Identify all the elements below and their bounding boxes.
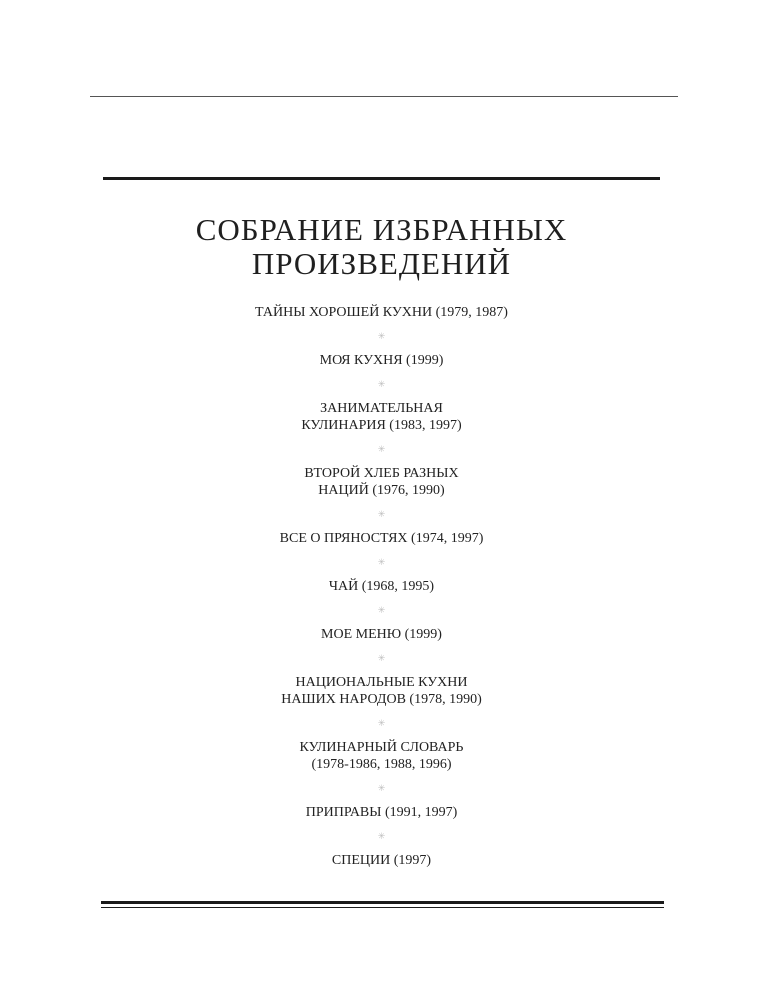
snowflake-ornament-icon: ✳	[377, 557, 386, 567]
snowflake-ornament-icon: ✳	[377, 379, 386, 389]
list-item-line: НАЦИОНАЛЬНЫЕ КУХНИ	[295, 675, 468, 690]
snowflake-ornament-icon: ✳	[377, 831, 386, 841]
list-item-line: НАШИХ НАРОДОВ (1978, 1990)	[281, 692, 482, 707]
list-item-line: ВТОРОЙ ХЛЕБ РАЗНЫХ	[304, 466, 459, 481]
snowflake-ornament-icon: ✳	[377, 783, 386, 793]
header-rule	[90, 96, 678, 97]
title-line-2: ПРОИЗВЕДЕНИЙ	[251, 246, 512, 281]
list-item	[0, 626, 763, 643]
list-item	[0, 739, 763, 773]
list-item	[0, 578, 763, 595]
list-item-line: КУЛИНАРИЯ (1983, 1997)	[301, 418, 462, 433]
list-item	[0, 465, 763, 499]
snowflake-ornament-icon: ✳	[377, 331, 386, 341]
frame-bottom-rule	[101, 901, 664, 909]
snowflake-ornament-icon: ✳	[377, 444, 386, 454]
frame-bottom-rule-thin	[101, 907, 664, 908]
frame-bottom-rule-thick	[101, 901, 664, 904]
list-item-line: (1978-1986, 1988, 1996)	[311, 757, 452, 772]
snowflake-ornament-icon: ✳	[377, 653, 386, 663]
list-item	[0, 352, 763, 369]
page-title	[0, 213, 763, 281]
list-item-line: ПРИПРАВЫ (1991, 1997)	[305, 805, 458, 820]
list-item-line: СПЕЦИИ (1997)	[331, 853, 432, 868]
list-item-line: МОЯ КУХНЯ (1999)	[319, 353, 444, 368]
title-line-1: СОБРАНИЕ ИЗБРАННЫХ	[195, 212, 568, 247]
list-item-line: ТАЙНЫ ХОРОШЕЙ КУХНИ (1979, 1987)	[255, 305, 508, 320]
snowflake-ornament-icon: ✳	[377, 605, 386, 615]
list-item-line: КУЛИНАРНЫЙ СЛОВАРЬ	[299, 740, 464, 755]
works-list	[0, 304, 763, 869]
list-item	[0, 852, 763, 869]
list-item-line: НАЦИЙ (1976, 1990)	[318, 483, 445, 498]
list-item	[0, 530, 763, 547]
list-item-line: ЧАЙ (1968, 1995)	[328, 579, 435, 594]
list-item-line: МОЕ МЕНЮ (1999)	[321, 627, 442, 642]
list-item-line: ВСЕ О ПРЯНОСТЯХ (1974, 1997)	[279, 531, 484, 546]
list-item	[0, 400, 763, 434]
snowflake-ornament-icon: ✳	[377, 718, 386, 728]
frame-top-rule	[103, 177, 660, 180]
list-item	[0, 804, 763, 821]
list-item-line: ЗАНИМАТЕЛЬНАЯ	[320, 401, 443, 416]
list-item	[0, 674, 763, 708]
list-item	[0, 304, 763, 321]
snowflake-ornament-icon: ✳	[377, 509, 386, 519]
